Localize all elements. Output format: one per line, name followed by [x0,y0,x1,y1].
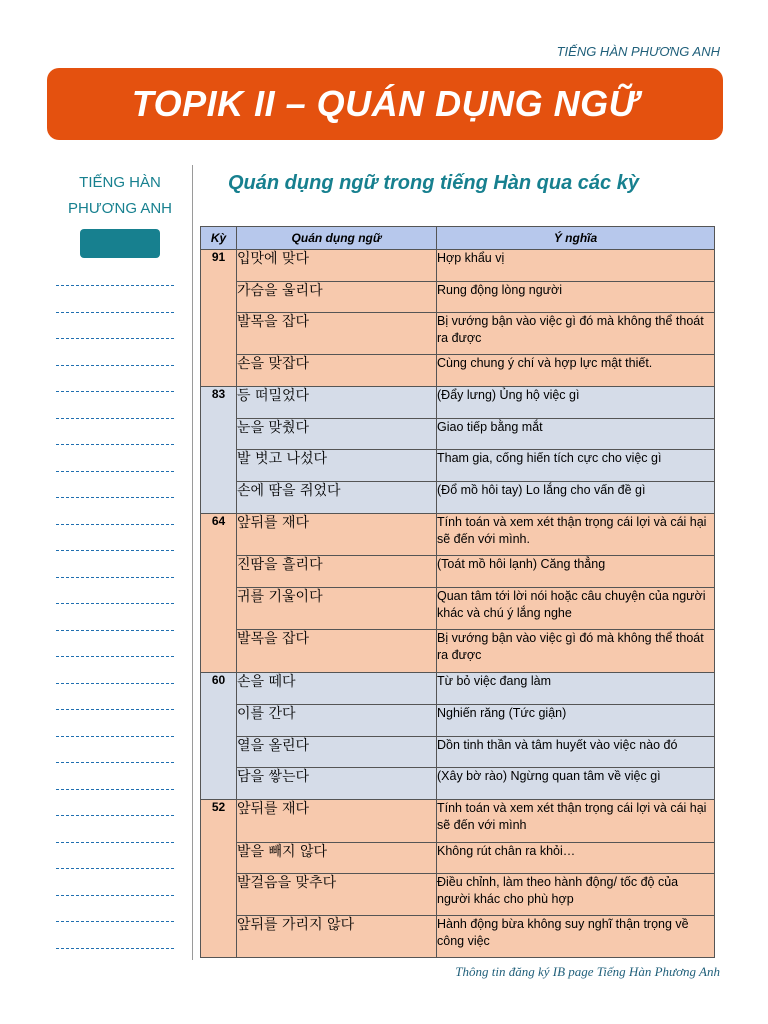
table-row [201,450,715,482]
meaning-cell: (Toát mồ hôi lạnh) Căng thẳng [437,556,715,588]
meaning-cell: Hành động bừa không suy nghĩ thận trọng về công việc [437,916,715,958]
meaning-cell: Tham gia, cống hiến tích cực cho việc gì [437,450,715,482]
ky-cell: 60 [201,673,237,800]
note-line [56,418,174,419]
table-row [201,768,715,800]
table-row [201,673,715,705]
meaning-cell: (Đẩy lưng) Ủng hộ việc gì [437,387,715,419]
note-line [56,524,174,525]
note-line [56,895,174,896]
meaning-cell: (Xây bờ rào) Ngừng quan tâm về việc gì [437,768,715,800]
idiom-cell: 앞뒤를 재다 [237,514,437,556]
note-line [56,815,174,816]
meaning-cell: Tính toán và xem xét thận trọng cái lợi và cái hại sẽ đến với mình [437,800,715,843]
meaning-cell: Không rút chân ra khỏi… [437,843,715,874]
table-row [201,514,715,556]
note-line [56,577,174,578]
table-header-row [201,227,715,250]
note-line [56,683,174,684]
idiom-cell: 손을 맞잡다 [237,355,437,387]
idiom-cell: 가슴을 울리다 [237,282,437,313]
note-line [56,842,174,843]
note-line [56,471,174,472]
idiom-cell: 발 벗고 나섰다 [237,450,437,482]
idiom-cell: 귀를 기울이다 [237,588,437,630]
footer-note: Thông tin đăng ký IB page Tiếng Hàn Phương Anh [455,964,720,979]
note-line [56,709,174,710]
idiom-cell: 이를 간다 [237,705,437,737]
ky-cell: 64 [201,514,237,673]
note-line [56,285,174,286]
table-row [201,419,715,450]
note-line [56,789,174,790]
idiom-cell: 눈을 맞췄다 [237,419,437,450]
ky-cell: 91 [201,250,237,387]
idiom-cell: 손에 땀을 쥐었다 [237,482,437,514]
note-line [56,921,174,922]
sidebar-brand [60,170,180,222]
idiom-cell: 담을 쌓는다 [237,768,437,800]
idiom-cell: 입맛에 맞다 [237,250,437,282]
ky-cell: 52 [201,800,237,958]
note-line [56,312,174,313]
ky-cell: 83 [201,387,237,514]
table-row [201,313,715,355]
section-title: Quán dụng ngữ trong tiếng Hàn qua các kỳ [228,172,639,194]
note-line [56,365,174,366]
table-row [201,874,715,916]
table-row [201,737,715,768]
table-row [201,482,715,514]
header-meaning: Ý nghĩa [437,227,715,250]
idiom-cell: 손을 떼다 [237,673,437,705]
meaning-cell: Hợp khẩu vị [437,250,715,282]
idiom-cell: 앞뒤를 가리지 않다 [237,916,437,958]
idiom-table [200,226,715,958]
idiom-cell: 등 떠밀었다 [237,387,437,419]
idiom-cell: 발을 빼지 않다 [237,843,437,874]
note-line [56,868,174,869]
note-line [56,630,174,631]
meaning-cell: Từ bỏ việc đang làm [437,673,715,705]
table-row [201,843,715,874]
meaning-cell: Rung động lòng người [437,282,715,313]
note-line [56,736,174,737]
vertical-divider [192,165,193,960]
meaning-cell: Nghiến răng (Tức giận) [437,705,715,737]
note-line [56,656,174,657]
meaning-cell: Bị vướng bận vào việc gì đó mà không thể thoát ra được [437,313,715,355]
table-row [201,282,715,313]
idiom-cell: 발목을 잡다 [237,313,437,355]
note-line [56,391,174,392]
note-line [56,497,174,498]
table-row [201,387,715,419]
sidebar-brand-line2: PHƯƠNG ANH [67,200,173,217]
table-row [201,800,715,843]
meaning-cell: Giao tiếp bằng mắt [437,419,715,450]
note-line [56,948,174,949]
idiom-cell: 열을 올린다 [237,737,437,768]
meaning-cell: Tính toán và xem xét thận trọng cái lợi và cái hại sẽ đến với mình. [437,514,715,556]
sidebar-brand-line1: TIẾNG HÀN [79,174,161,191]
table-row [201,355,715,387]
note-line [56,603,174,604]
note-line [56,338,174,339]
table-row [201,588,715,630]
meaning-cell: (Đổ mồ hôi tay) Lo lắng cho vấn đề gì [437,482,715,514]
idiom-cell: 앞뒤를 재다 [237,800,437,843]
meaning-cell: Bị vướng bận vào việc gì đó mà không thể thoát ra được [437,630,715,673]
note-line [56,762,174,763]
meaning-cell: Cùng chung ý chí và hợp lực mật thiết. [437,355,715,387]
header-brand: TIẾNG HÀN PHƯƠNG ANH [556,44,720,59]
table-row [201,630,715,673]
idiom-cell: 발목을 잡다 [237,630,437,673]
meaning-cell: Điều chỉnh, làm theo hành động/ tốc độ của người khác cho phù hợp [437,874,715,916]
title-banner [47,68,723,140]
meaning-cell: Dồn tinh thần và tâm huyết vào việc nào đó [437,737,715,768]
table-row [201,916,715,958]
sidebar-note-lines [56,285,174,974]
page-title: TOPIK II – QUÁN DỤNG NGỮ [131,83,639,124]
header-idiom: Quán dụng ngữ [237,227,437,250]
note-line [56,444,174,445]
note-line [56,550,174,551]
idiom-cell: 진땀을 흘리다 [237,556,437,588]
sidebar-box [80,229,160,258]
header-ky: Kỳ [201,227,237,250]
idiom-cell: 발걸음을 맞추다 [237,874,437,916]
table-row [201,250,715,282]
table-row [201,705,715,737]
table-row [201,556,715,588]
meaning-cell: Quan tâm tới lời nói hoặc câu chuyện của người khác và chú ý lắng nghe [437,588,715,630]
